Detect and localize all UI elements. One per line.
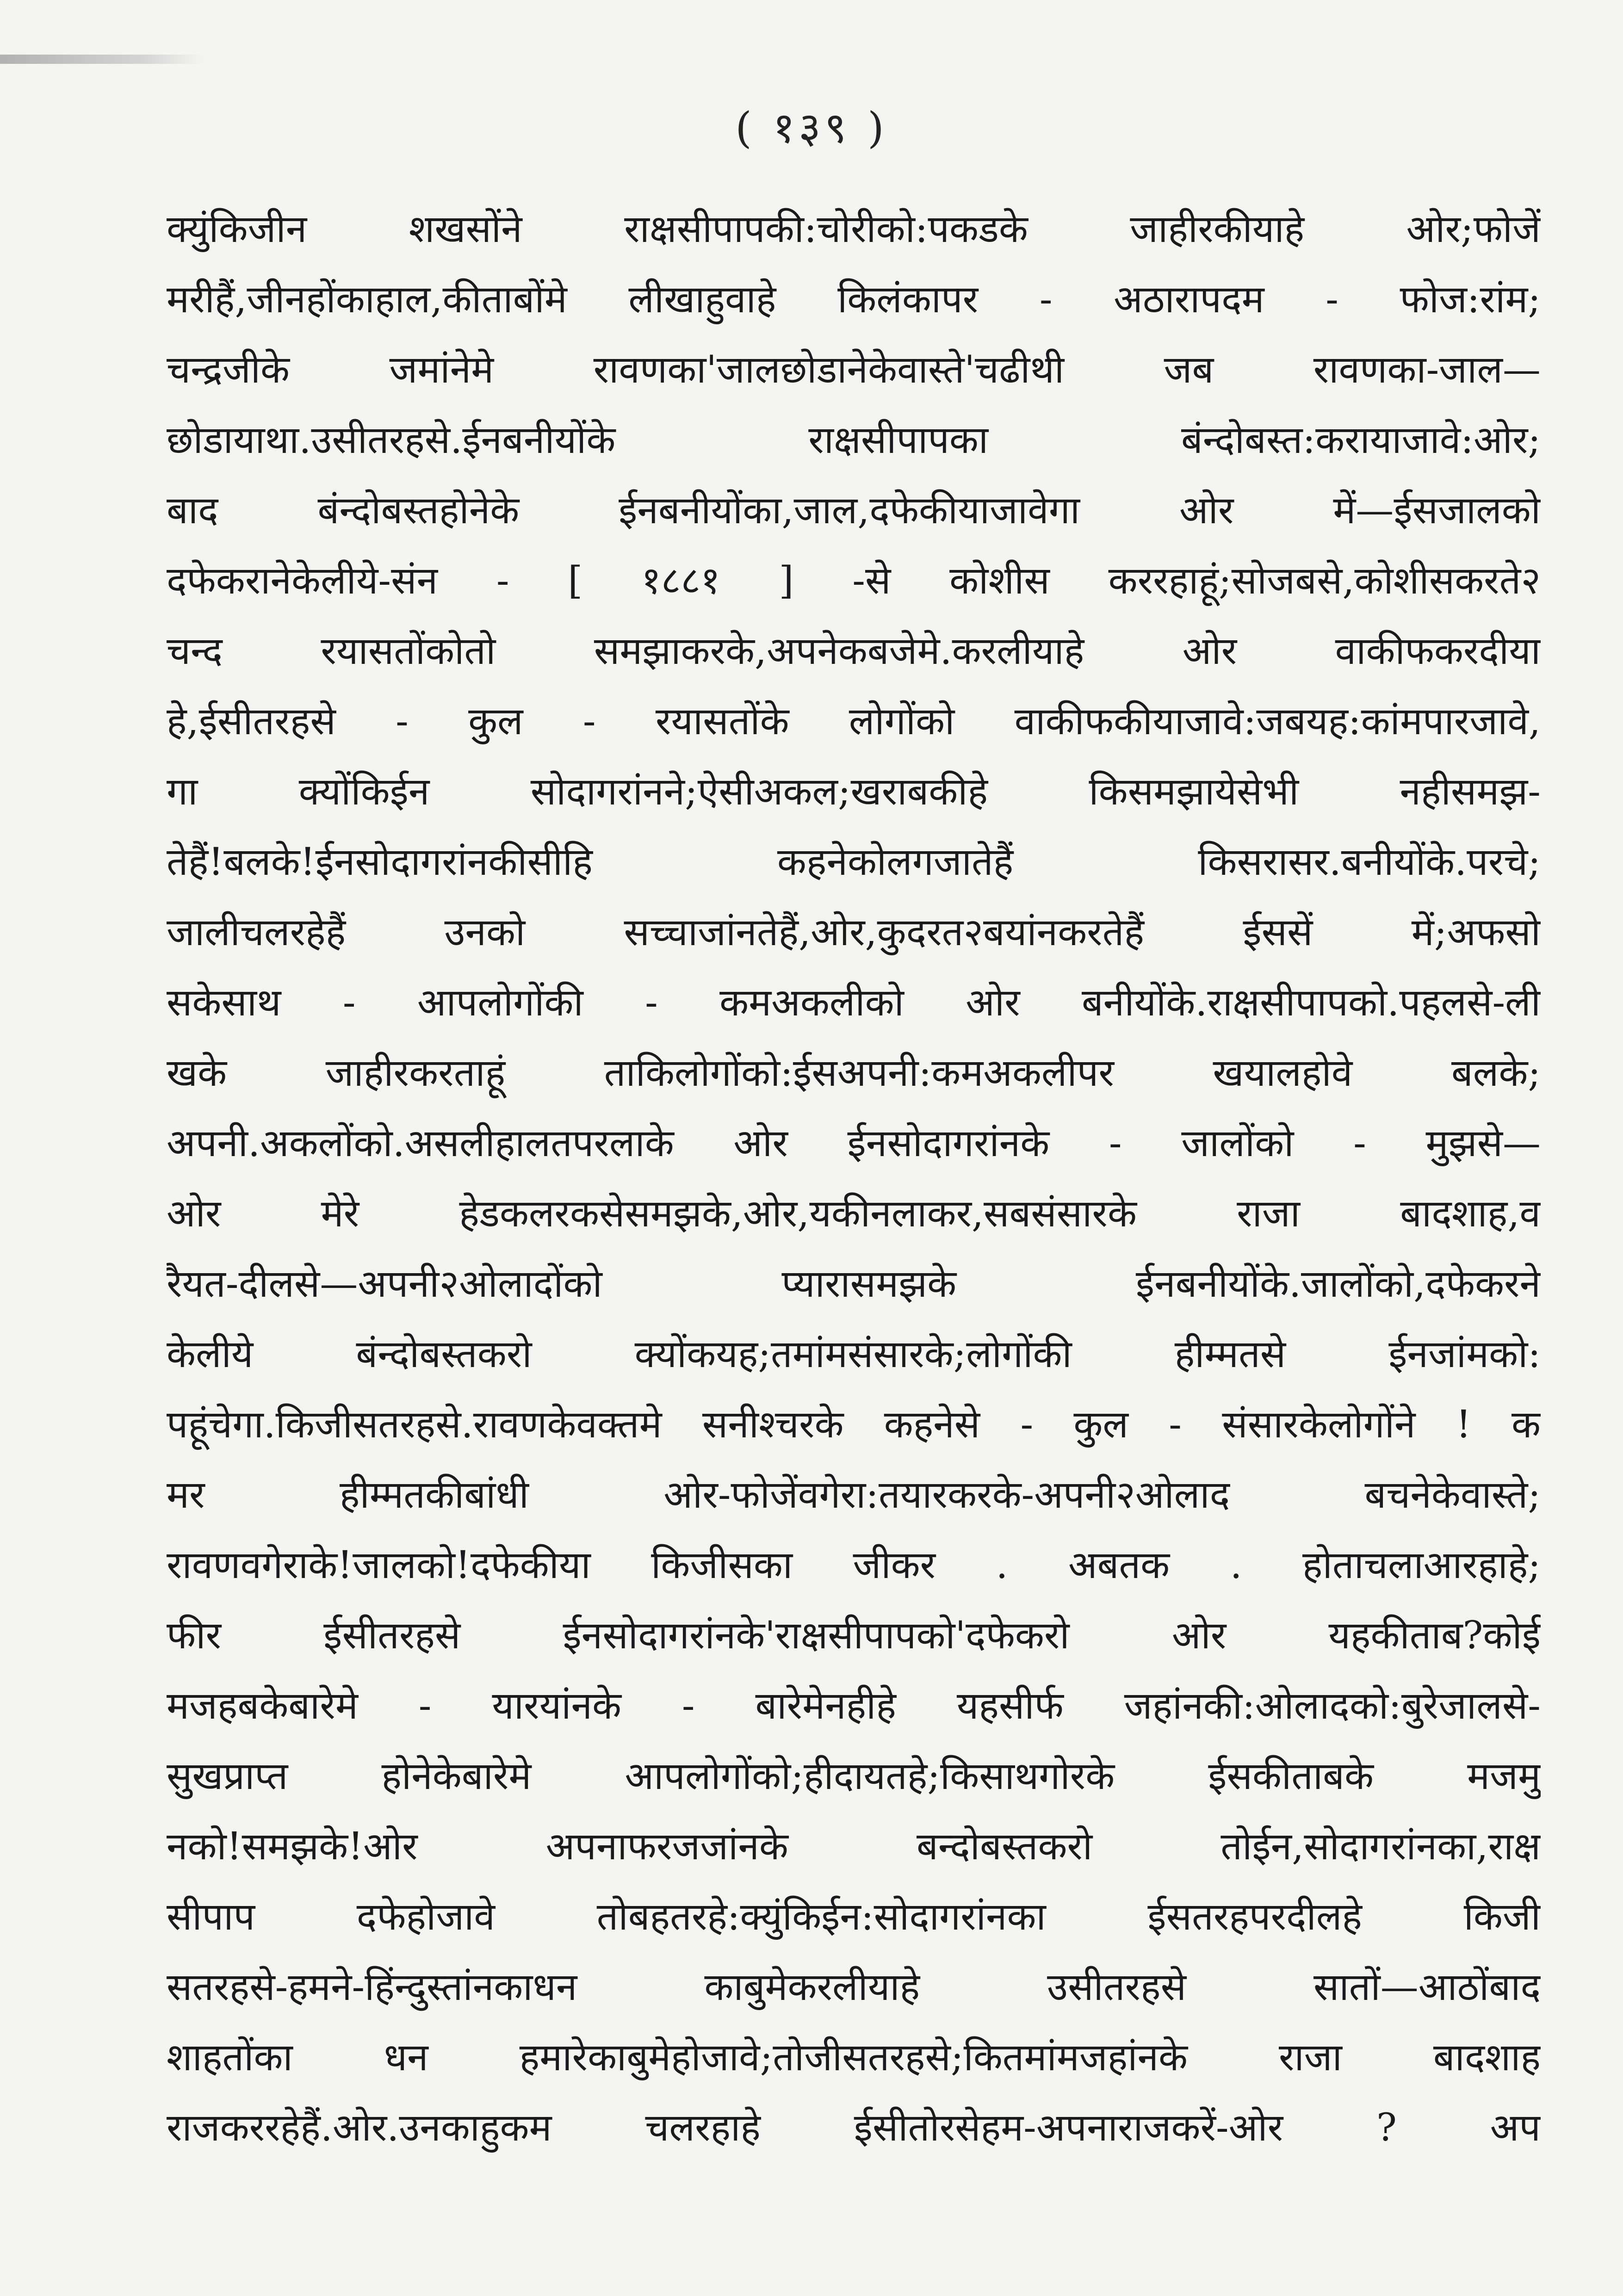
text-line: शाहतोंका धन हमारेकाबुमेहोजावे;तोजीसतरहसे;कितमांमजहांनके राजा बादशाह (167, 2036, 1541, 2079)
text-line: फीर ईसीतरहसे ईनसोदागरांनके'राक्षसीपापको'दफेकरो ओर यहकीताब?कोई (167, 1614, 1541, 1658)
text-line: चन्द रयासतोंकोतो समझाकरके,अपनेकबजेमे.करलीयाहे ओर वाकीफकरदीया (167, 629, 1541, 673)
page-number: ( १३९ ) (735, 103, 888, 153)
text-line: चन्द्रजीके जमांनेमे रावणका'जालछोडानेकेवास्ते'चढीथी जब रावणका-जाल— (167, 348, 1541, 392)
text-line: बाद बंन्दोबस्तहोनेके ईनबनीयोंका,जाल,दफेकीयाजावेगा ओर में—ईसजालको (167, 489, 1541, 532)
text-line: खके जाहीरकरताहूं ताकिलोगोंको:ईसअपनी:कमअकलीपर खयालहोवे बलके; (167, 1051, 1541, 1095)
text-line: केलीये बंन्दोबस्तकरो क्योंकयह;तमांमसंसारके;लोगोंकी हीम्मतसे ईनजांमको: (167, 1332, 1541, 1376)
text-line: मरीहैं,जीनहोंकाहाल,कीताबोंमे लीखाहुवाहे किलंकापर - अठारापदम - फोज:रांम; (167, 278, 1541, 322)
scan-edge-artifact (0, 55, 204, 64)
text-line: पहूंचेगा.किजीसतरहसे.रावणकेवक्तमे सनीश्चरके कहनेसे - कुल - संसारकेलोगोंने ! क (167, 1403, 1541, 1447)
text-line: गा क्योंकिईन सोदागरांनने;ऐसीअकल;खराबकीहे किसमझायेसेभी नहीसमझ- (167, 770, 1541, 814)
text-line: नको!समझके!ओर अपनाफरजजांनके बन्दोबस्तकरो तोईन,सोदागरांनका,राक्ष (167, 1825, 1541, 1869)
text-line: मर हीम्मतकीबांधी ओर-फोजेंवगेरा:तयारकरके-अपनी२ओलाद बचनेकेवास्ते; (167, 1473, 1541, 1517)
text-line: सकेसाथ - आपलोगोंकी - कमअकलीको ओर बनीयोंके.राक्षसीपापको.पहलसे-ली (167, 981, 1541, 1025)
text-line: तेहैं!बलके!ईनसोदागरांनकीसीहि कहनेकोलगजातेहैं किसरासर.बनीयोंके.परचे; (167, 840, 1541, 884)
text-line: छोडायाथा.उसीतरहसे.ईनबनीयोंके राक्षसीपापका बंन्दोबस्त:करायाजावे:ओर; (167, 418, 1541, 462)
text-line: दफेकरानेकेलीये-संन - [ १८८१ ] -से कोशीस कररहाहूं;सोजबसे,कोशीसकरते२ (167, 559, 1541, 603)
text-line: रावणवगेराके!जालको!दफेकीया किजीसका जीकर . अबतक . होताचलाआरहाहे; (167, 1543, 1541, 1587)
text-line: ओर मेरे हेडकलरकसेसमझके,ओर,यकीनलाकर,सबसंसारके राजा बादशाह,व (167, 1192, 1541, 1236)
text-line: सतरहसे-हमने-हिंन्दुस्तांनकाधन काबुमेकरलीयाहे उसीतरहसे सातों—आठोंबाद (167, 1965, 1541, 2009)
body-text (167, 194, 1541, 2163)
text-line: हे,ईसीतरहसे - कुल - रयासतोंके लोगोंको वाकीफकीयाजावे:जबयह:कांमपारजावे, (167, 699, 1541, 743)
text-line: अपनी.अकलोंको.असलीहालतपरलाके ओर ईनसोदागरांनके - जालोंको - मुझसे— (167, 1121, 1541, 1165)
text-line: जालीचलरहेहैं उनको सच्चाजांनतेहैं,ओर,कुदरत२बयांनकरतेहैं ईससें में;अफसो (167, 910, 1541, 954)
text-line: सुखप्राप्त होनेकेबारेमे आपलोगोंको;हीदायतहे;किसाथगोरके ईसकीताबके मजमु (167, 1754, 1541, 1798)
text-line: राजकररहेहैं.ओर.उनकाहुकम चलरहाहे ईसीतोरसेहम-अपनाराजकरें-ओर ? अप (167, 2106, 1541, 2150)
text-line: सीपाप दफेहोजावे तोबहतरहे:क्युंकिईन:सोदागरांनका ईसतरहपरदीलहे किजी (167, 1895, 1541, 1939)
text-line: क्युंकिजीन शखसोंने राक्षसीपापकी:चोरीको:पकडके जाहीरकीयाहे ओर;फोजें (167, 207, 1541, 251)
text-line: मजहबकेबारेमे - यारयांनके - बारेमेनहीहे यहसीर्फ जहांनकी:ओलादको:बुरेजालसे- (167, 1684, 1541, 1728)
text-line: रैयत-दीलसे—अपनी२ओलादोंको प्यारासमझके ईनबनीयोंके.जालोंको,दफेकरने (167, 1262, 1541, 1306)
